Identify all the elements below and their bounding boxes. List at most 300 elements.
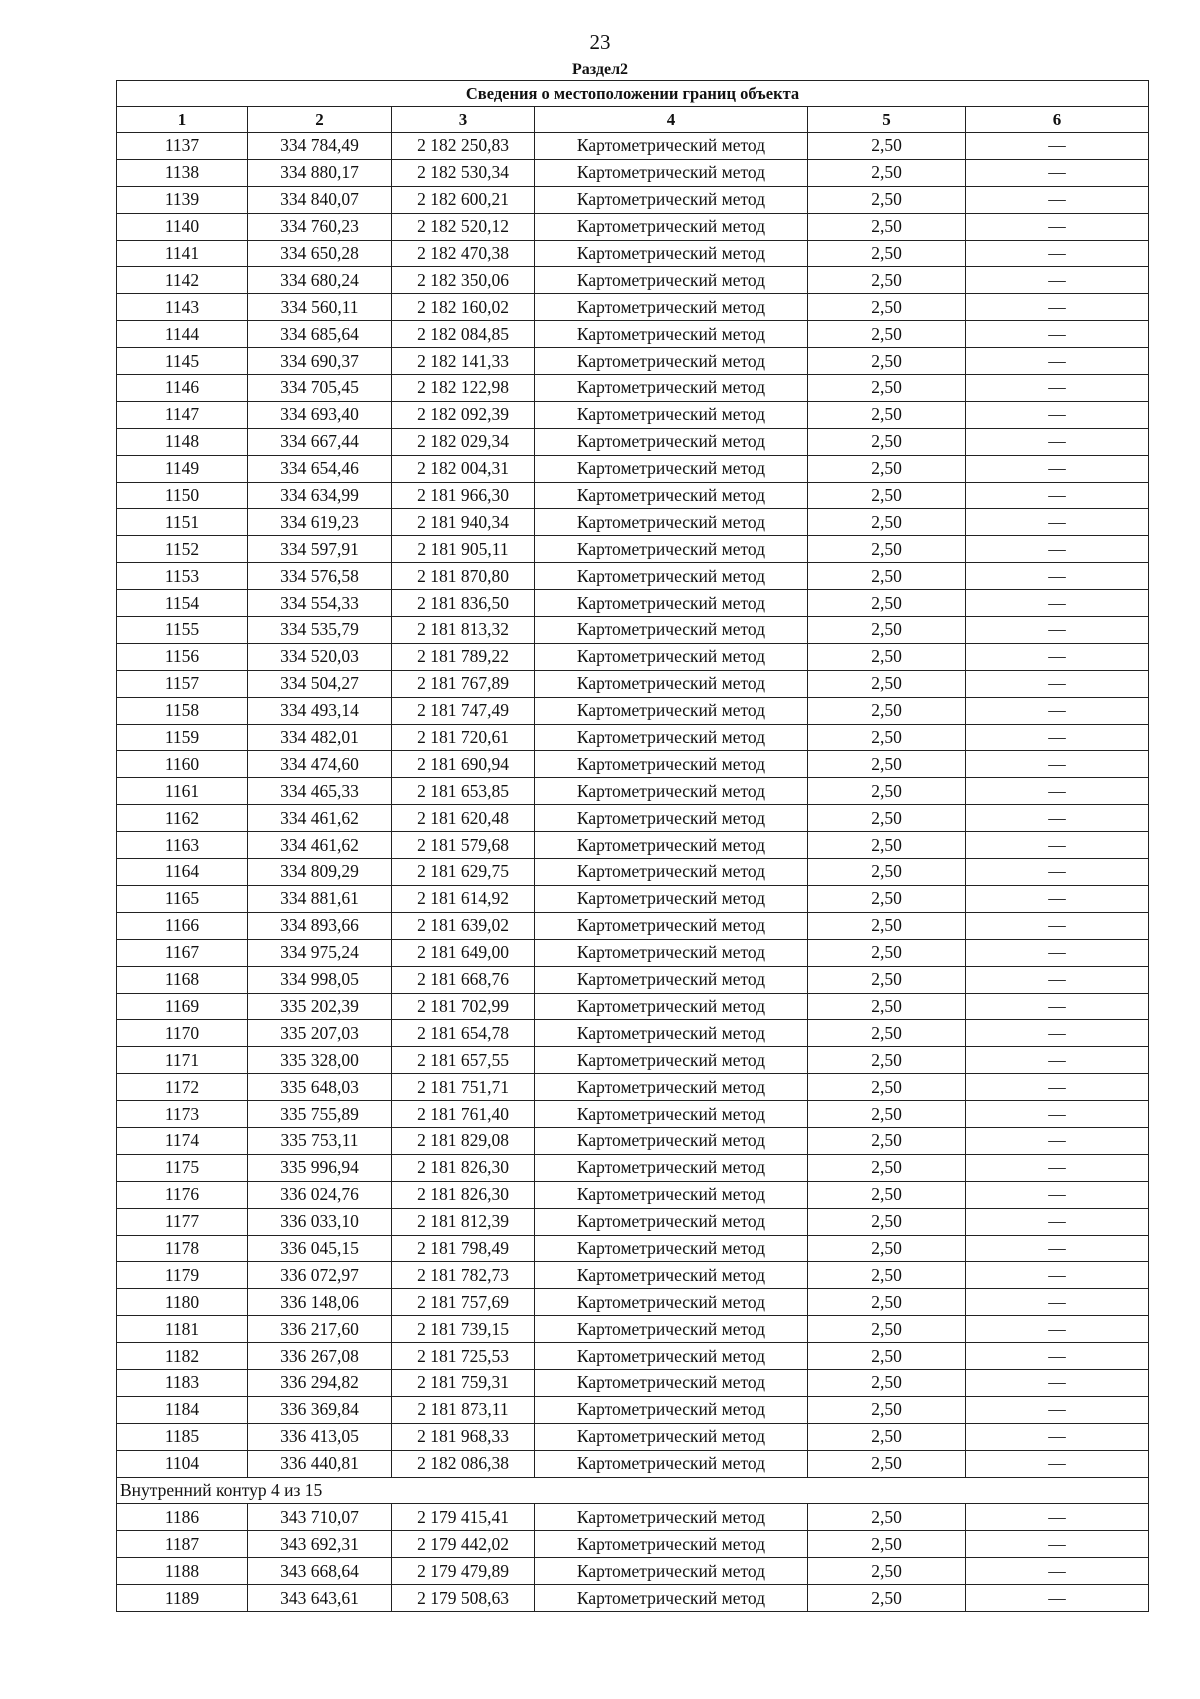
y-coordinate-cell: 2 182 004,31	[392, 455, 535, 482]
y-coordinate-cell: 2 182 350,06	[392, 267, 535, 294]
point-number-cell: 1177	[117, 1208, 248, 1235]
point-number-cell: 1164	[117, 859, 248, 886]
point-number-cell: 1162	[117, 805, 248, 832]
x-coordinate-cell: 336 294,82	[248, 1369, 392, 1396]
accuracy-cell: 2,50	[808, 213, 966, 240]
point-number-cell: 1155	[117, 617, 248, 644]
description-cell: —	[966, 1208, 1149, 1235]
accuracy-cell: 2,50	[808, 348, 966, 375]
description-cell: —	[966, 590, 1149, 617]
point-number-cell: 1148	[117, 428, 248, 455]
contour-label: Внутренний контур 4 из 15	[117, 1477, 1149, 1504]
point-number-cell: 1157	[117, 670, 248, 697]
description-cell: —	[966, 1531, 1149, 1558]
point-number-cell: 1144	[117, 321, 248, 348]
table-row	[117, 133, 1149, 160]
y-coordinate-cell: 2 182 122,98	[392, 375, 535, 402]
y-coordinate-cell: 2 181 836,50	[392, 590, 535, 617]
accuracy-cell: 2,50	[808, 1585, 966, 1612]
y-coordinate-cell: 2 182 530,34	[392, 159, 535, 186]
description-cell: —	[966, 885, 1149, 912]
table-row	[117, 1101, 1149, 1128]
accuracy-cell: 2,50	[808, 912, 966, 939]
method-cell: Картометрический метод	[535, 724, 808, 751]
table-row	[117, 966, 1149, 993]
y-coordinate-cell: 2 179 479,89	[392, 1558, 535, 1585]
accuracy-cell: 2,50	[808, 1396, 966, 1423]
method-cell: Картометрический метод	[535, 428, 808, 455]
accuracy-cell: 2,50	[808, 133, 966, 160]
accuracy-cell: 2,50	[808, 859, 966, 886]
table-row	[117, 1020, 1149, 1047]
accuracy-cell: 2,50	[808, 186, 966, 213]
description-cell: —	[966, 643, 1149, 670]
method-cell: Картометрический метод	[535, 1450, 808, 1477]
description-cell: —	[966, 1396, 1149, 1423]
accuracy-cell: 2,50	[808, 563, 966, 590]
x-coordinate-cell: 343 668,64	[248, 1558, 392, 1585]
method-cell: Картометрический метод	[535, 1531, 808, 1558]
description-cell: —	[966, 724, 1149, 751]
x-coordinate-cell: 335 996,94	[248, 1154, 392, 1181]
point-number-cell: 1145	[117, 348, 248, 375]
point-number-cell: 1189	[117, 1585, 248, 1612]
x-coordinate-cell: 336 413,05	[248, 1423, 392, 1450]
y-coordinate-cell: 2 181 751,71	[392, 1074, 535, 1101]
table-row	[117, 401, 1149, 428]
y-coordinate-cell: 2 181 826,30	[392, 1181, 535, 1208]
y-coordinate-cell: 2 181 757,69	[392, 1289, 535, 1316]
method-cell: Картометрический метод	[535, 832, 808, 859]
accuracy-cell: 2,50	[808, 482, 966, 509]
table-row	[117, 1047, 1149, 1074]
method-cell: Картометрический метод	[535, 670, 808, 697]
accuracy-cell: 2,50	[808, 1450, 966, 1477]
y-coordinate-cell: 2 179 442,02	[392, 1531, 535, 1558]
accuracy-cell: 2,50	[808, 939, 966, 966]
y-coordinate-cell: 2 182 520,12	[392, 213, 535, 240]
x-coordinate-cell: 336 024,76	[248, 1181, 392, 1208]
accuracy-cell: 2,50	[808, 375, 966, 402]
description-cell: —	[966, 912, 1149, 939]
x-coordinate-cell: 335 202,39	[248, 993, 392, 1020]
x-coordinate-cell: 334 809,29	[248, 859, 392, 886]
y-coordinate-cell: 2 181 968,33	[392, 1423, 535, 1450]
x-coordinate-cell: 334 680,24	[248, 267, 392, 294]
accuracy-cell: 2,50	[808, 509, 966, 536]
point-number-cell: 1138	[117, 159, 248, 186]
table-row	[117, 617, 1149, 644]
accuracy-cell: 2,50	[808, 428, 966, 455]
accuracy-cell: 2,50	[808, 697, 966, 724]
table-row	[117, 1450, 1149, 1477]
accuracy-cell: 2,50	[808, 401, 966, 428]
x-coordinate-cell: 334 465,33	[248, 778, 392, 805]
accuracy-cell: 2,50	[808, 455, 966, 482]
table-row	[117, 993, 1149, 1020]
x-coordinate-cell: 334 685,64	[248, 321, 392, 348]
point-number-cell: 1143	[117, 294, 248, 321]
x-coordinate-cell: 334 975,24	[248, 939, 392, 966]
x-coordinate-cell: 336 148,06	[248, 1289, 392, 1316]
accuracy-cell: 2,50	[808, 536, 966, 563]
method-cell: Картометрический метод	[535, 1047, 808, 1074]
table-row	[117, 697, 1149, 724]
description-cell: —	[966, 1154, 1149, 1181]
method-cell: Картометрический метод	[535, 1558, 808, 1585]
table-row	[117, 267, 1149, 294]
x-coordinate-cell: 334 576,58	[248, 563, 392, 590]
point-number-cell: 1184	[117, 1396, 248, 1423]
table-row	[117, 1181, 1149, 1208]
accuracy-cell: 2,50	[808, 1289, 966, 1316]
table-row	[117, 1074, 1149, 1101]
description-cell: —	[966, 1585, 1149, 1612]
method-cell: Картометрический метод	[535, 1181, 808, 1208]
column-header-1: 1	[117, 107, 248, 133]
method-cell: Картометрический метод	[535, 1343, 808, 1370]
y-coordinate-cell: 2 181 620,48	[392, 805, 535, 832]
y-coordinate-cell: 2 182 470,38	[392, 240, 535, 267]
y-coordinate-cell: 2 182 029,34	[392, 428, 535, 455]
table-row	[117, 509, 1149, 536]
method-cell: Картометрический метод	[535, 590, 808, 617]
description-cell: —	[966, 294, 1149, 321]
description-cell: —	[966, 832, 1149, 859]
table-row	[117, 1343, 1149, 1370]
accuracy-cell: 2,50	[808, 1423, 966, 1450]
table-row	[117, 859, 1149, 886]
method-cell: Картометрический метод	[535, 993, 808, 1020]
method-cell: Картометрический метод	[535, 1020, 808, 1047]
table-caption: Сведения о местоположении границ объекта	[117, 81, 1149, 107]
description-cell: —	[966, 1558, 1149, 1585]
method-cell: Картометрический метод	[535, 321, 808, 348]
x-coordinate-cell: 334 597,91	[248, 536, 392, 563]
table-row	[117, 885, 1149, 912]
y-coordinate-cell: 2 181 940,34	[392, 509, 535, 536]
table-row	[117, 1127, 1149, 1154]
x-coordinate-cell: 334 998,05	[248, 966, 392, 993]
y-coordinate-cell: 2 181 905,11	[392, 536, 535, 563]
method-cell: Картометрический метод	[535, 1369, 808, 1396]
method-cell: Картометрический метод	[535, 536, 808, 563]
accuracy-cell: 2,50	[808, 1208, 966, 1235]
x-coordinate-cell: 336 045,15	[248, 1235, 392, 1262]
description-cell: —	[966, 482, 1149, 509]
x-coordinate-cell: 336 440,81	[248, 1450, 392, 1477]
description-cell: —	[966, 186, 1149, 213]
accuracy-cell: 2,50	[808, 1369, 966, 1396]
x-coordinate-cell: 334 461,62	[248, 805, 392, 832]
y-coordinate-cell: 2 181 829,08	[392, 1127, 535, 1154]
accuracy-cell: 2,50	[808, 1074, 966, 1101]
x-coordinate-cell: 335 648,03	[248, 1074, 392, 1101]
y-coordinate-cell: 2 181 739,15	[392, 1316, 535, 1343]
x-coordinate-cell: 334 493,14	[248, 697, 392, 724]
accuracy-cell: 2,50	[808, 1181, 966, 1208]
description-cell: —	[966, 321, 1149, 348]
point-number-cell: 1152	[117, 536, 248, 563]
method-cell: Картометрический метод	[535, 1235, 808, 1262]
table-row	[117, 1396, 1149, 1423]
description-cell: —	[966, 805, 1149, 832]
accuracy-cell: 2,50	[808, 1262, 966, 1289]
method-cell: Картометрический метод	[535, 509, 808, 536]
x-coordinate-cell: 334 667,44	[248, 428, 392, 455]
description-cell: —	[966, 1423, 1149, 1450]
y-coordinate-cell: 2 181 725,53	[392, 1343, 535, 1370]
description-cell: —	[966, 1450, 1149, 1477]
table-row	[117, 213, 1149, 240]
point-number-cell: 1137	[117, 133, 248, 160]
description-cell: —	[966, 1101, 1149, 1128]
accuracy-cell: 2,50	[808, 966, 966, 993]
method-cell: Картометрический метод	[535, 240, 808, 267]
point-number-cell: 1181	[117, 1316, 248, 1343]
accuracy-cell: 2,50	[808, 590, 966, 617]
point-number-cell: 1151	[117, 509, 248, 536]
accuracy-cell: 2,50	[808, 805, 966, 832]
table-row	[117, 428, 1149, 455]
x-coordinate-cell: 335 207,03	[248, 1020, 392, 1047]
accuracy-cell: 2,50	[808, 1316, 966, 1343]
y-coordinate-cell: 2 181 702,99	[392, 993, 535, 1020]
table-row	[117, 778, 1149, 805]
method-cell: Картометрический метод	[535, 617, 808, 644]
accuracy-cell: 2,50	[808, 321, 966, 348]
point-number-cell: 1180	[117, 1289, 248, 1316]
description-cell: —	[966, 1235, 1149, 1262]
description-cell: —	[966, 267, 1149, 294]
y-coordinate-cell: 2 181 782,73	[392, 1262, 535, 1289]
method-cell: Картометрический метод	[535, 455, 808, 482]
description-cell: —	[966, 375, 1149, 402]
description-cell: —	[966, 348, 1149, 375]
accuracy-cell: 2,50	[808, 993, 966, 1020]
method-cell: Картометрический метод	[535, 1127, 808, 1154]
point-number-cell: 1160	[117, 751, 248, 778]
table-row	[117, 1316, 1149, 1343]
x-coordinate-cell: 334 554,33	[248, 590, 392, 617]
description-cell: —	[966, 1316, 1149, 1343]
boundary-coordinates-table	[116, 80, 1149, 1612]
table-row	[117, 240, 1149, 267]
y-coordinate-cell: 2 181 826,30	[392, 1154, 535, 1181]
y-coordinate-cell: 2 181 639,02	[392, 912, 535, 939]
column-header-4: 4	[535, 107, 808, 133]
method-cell: Картометрический метод	[535, 401, 808, 428]
point-number-cell: 1183	[117, 1369, 248, 1396]
y-coordinate-cell: 2 181 614,92	[392, 885, 535, 912]
table-row	[117, 751, 1149, 778]
point-number-cell: 1166	[117, 912, 248, 939]
table-row	[117, 1369, 1149, 1396]
table-row	[117, 939, 1149, 966]
point-number-cell: 1153	[117, 563, 248, 590]
table-row	[117, 186, 1149, 213]
method-cell: Картометрический метод	[535, 1396, 808, 1423]
y-coordinate-cell: 2 182 600,21	[392, 186, 535, 213]
point-number-cell: 1156	[117, 643, 248, 670]
method-cell: Картометрический метод	[535, 159, 808, 186]
x-coordinate-cell: 334 504,27	[248, 670, 392, 697]
x-coordinate-cell: 334 840,07	[248, 186, 392, 213]
table-row	[117, 1585, 1149, 1612]
point-number-cell: 1173	[117, 1101, 248, 1128]
y-coordinate-cell: 2 182 250,83	[392, 133, 535, 160]
description-cell: —	[966, 536, 1149, 563]
point-number-cell: 1146	[117, 375, 248, 402]
y-coordinate-cell: 2 181 579,68	[392, 832, 535, 859]
point-number-cell: 1167	[117, 939, 248, 966]
point-number-cell: 1178	[117, 1235, 248, 1262]
page-number: 23	[589, 30, 611, 54]
accuracy-cell: 2,50	[808, 267, 966, 294]
description-cell: —	[966, 939, 1149, 966]
point-number-cell: 1163	[117, 832, 248, 859]
y-coordinate-cell: 2 179 415,41	[392, 1504, 535, 1531]
point-number-cell: 1188	[117, 1558, 248, 1585]
method-cell: Картометрический метод	[535, 1289, 808, 1316]
description-cell: —	[966, 1289, 1149, 1316]
method-cell: Картометрический метод	[535, 751, 808, 778]
y-coordinate-cell: 2 181 657,55	[392, 1047, 535, 1074]
table-row	[117, 832, 1149, 859]
table-caption-row	[117, 81, 1149, 107]
method-cell: Картометрический метод	[535, 778, 808, 805]
description-cell: —	[966, 428, 1149, 455]
y-coordinate-cell: 2 182 086,38	[392, 1450, 535, 1477]
table-header-row	[117, 107, 1149, 133]
y-coordinate-cell: 2 182 160,02	[392, 294, 535, 321]
method-cell: Картометрический метод	[535, 1262, 808, 1289]
y-coordinate-cell: 2 181 649,00	[392, 939, 535, 966]
method-cell: Картометрический метод	[535, 482, 808, 509]
method-cell: Картометрический метод	[535, 805, 808, 832]
point-number-cell: 1182	[117, 1343, 248, 1370]
point-number-cell: 1176	[117, 1181, 248, 1208]
x-coordinate-cell: 334 520,03	[248, 643, 392, 670]
description-cell: —	[966, 133, 1149, 160]
y-coordinate-cell: 2 182 141,33	[392, 348, 535, 375]
table-row	[117, 348, 1149, 375]
description-cell: —	[966, 509, 1149, 536]
table-row	[117, 670, 1149, 697]
y-coordinate-cell: 2 181 812,39	[392, 1208, 535, 1235]
point-number-cell: 1185	[117, 1423, 248, 1450]
table-row	[117, 912, 1149, 939]
method-cell: Картометрический метод	[535, 859, 808, 886]
column-header-3: 3	[392, 107, 535, 133]
description-cell: —	[966, 1369, 1149, 1396]
accuracy-cell: 2,50	[808, 159, 966, 186]
description-cell: —	[966, 1262, 1149, 1289]
method-cell: Картометрический метод	[535, 697, 808, 724]
point-number-cell: 1171	[117, 1047, 248, 1074]
outer-contour-rows	[117, 133, 1149, 1478]
x-coordinate-cell: 343 643,61	[248, 1585, 392, 1612]
x-coordinate-cell: 336 072,97	[248, 1262, 392, 1289]
table-row	[117, 1154, 1149, 1181]
method-cell: Картометрический метод	[535, 1074, 808, 1101]
method-cell: Картометрический метод	[535, 1423, 808, 1450]
x-coordinate-cell: 343 710,07	[248, 1504, 392, 1531]
point-number-cell: 1147	[117, 401, 248, 428]
y-coordinate-cell: 2 181 668,76	[392, 966, 535, 993]
point-number-cell: 1159	[117, 724, 248, 751]
accuracy-cell: 2,50	[808, 643, 966, 670]
table-row	[117, 1558, 1149, 1585]
point-number-cell: 1141	[117, 240, 248, 267]
accuracy-cell: 2,50	[808, 1558, 966, 1585]
x-coordinate-cell: 334 535,79	[248, 617, 392, 644]
description-cell: —	[966, 1504, 1149, 1531]
method-cell: Картометрический метод	[535, 643, 808, 670]
point-number-cell: 1168	[117, 966, 248, 993]
description-cell: —	[966, 1074, 1149, 1101]
x-coordinate-cell: 336 033,10	[248, 1208, 392, 1235]
column-header-5: 5	[808, 107, 966, 133]
y-coordinate-cell: 2 181 654,78	[392, 1020, 535, 1047]
point-number-cell: 1172	[117, 1074, 248, 1101]
x-coordinate-cell: 334 881,61	[248, 885, 392, 912]
x-coordinate-cell: 334 893,66	[248, 912, 392, 939]
method-cell: Картометрический метод	[535, 966, 808, 993]
y-coordinate-cell: 2 181 966,30	[392, 482, 535, 509]
table-row	[117, 321, 1149, 348]
description-cell: —	[966, 1020, 1149, 1047]
x-coordinate-cell: 334 461,62	[248, 832, 392, 859]
table-row	[117, 1262, 1149, 1289]
accuracy-cell: 2,50	[808, 885, 966, 912]
description-cell: —	[966, 1343, 1149, 1370]
table-row	[117, 563, 1149, 590]
description-cell: —	[966, 670, 1149, 697]
table-row	[117, 536, 1149, 563]
accuracy-cell: 2,50	[808, 1047, 966, 1074]
accuracy-cell: 2,50	[808, 1101, 966, 1128]
method-cell: Картометрический метод	[535, 885, 808, 912]
accuracy-cell: 2,50	[808, 670, 966, 697]
y-coordinate-cell: 2 181 747,49	[392, 697, 535, 724]
description-cell: —	[966, 697, 1149, 724]
x-coordinate-cell: 334 784,49	[248, 133, 392, 160]
x-coordinate-cell: 335 753,11	[248, 1127, 392, 1154]
y-coordinate-cell: 2 181 767,89	[392, 670, 535, 697]
accuracy-cell: 2,50	[808, 294, 966, 321]
description-cell: —	[966, 778, 1149, 805]
point-number-cell: 1104	[117, 1450, 248, 1477]
x-coordinate-cell: 334 760,23	[248, 213, 392, 240]
method-cell: Картометрический метод	[535, 1208, 808, 1235]
point-number-cell: 1175	[117, 1154, 248, 1181]
accuracy-cell: 2,50	[808, 240, 966, 267]
x-coordinate-cell: 335 755,89	[248, 1101, 392, 1128]
table-row	[117, 1235, 1149, 1262]
description-cell: —	[966, 966, 1149, 993]
method-cell: Картометрический метод	[535, 1316, 808, 1343]
y-coordinate-cell: 2 182 084,85	[392, 321, 535, 348]
description-cell: —	[966, 240, 1149, 267]
description-cell: —	[966, 1127, 1149, 1154]
point-number-cell: 1149	[117, 455, 248, 482]
y-coordinate-cell: 2 181 789,22	[392, 643, 535, 670]
table-row	[117, 1208, 1149, 1235]
description-cell: —	[966, 859, 1149, 886]
y-coordinate-cell: 2 181 873,11	[392, 1396, 535, 1423]
accuracy-cell: 2,50	[808, 832, 966, 859]
